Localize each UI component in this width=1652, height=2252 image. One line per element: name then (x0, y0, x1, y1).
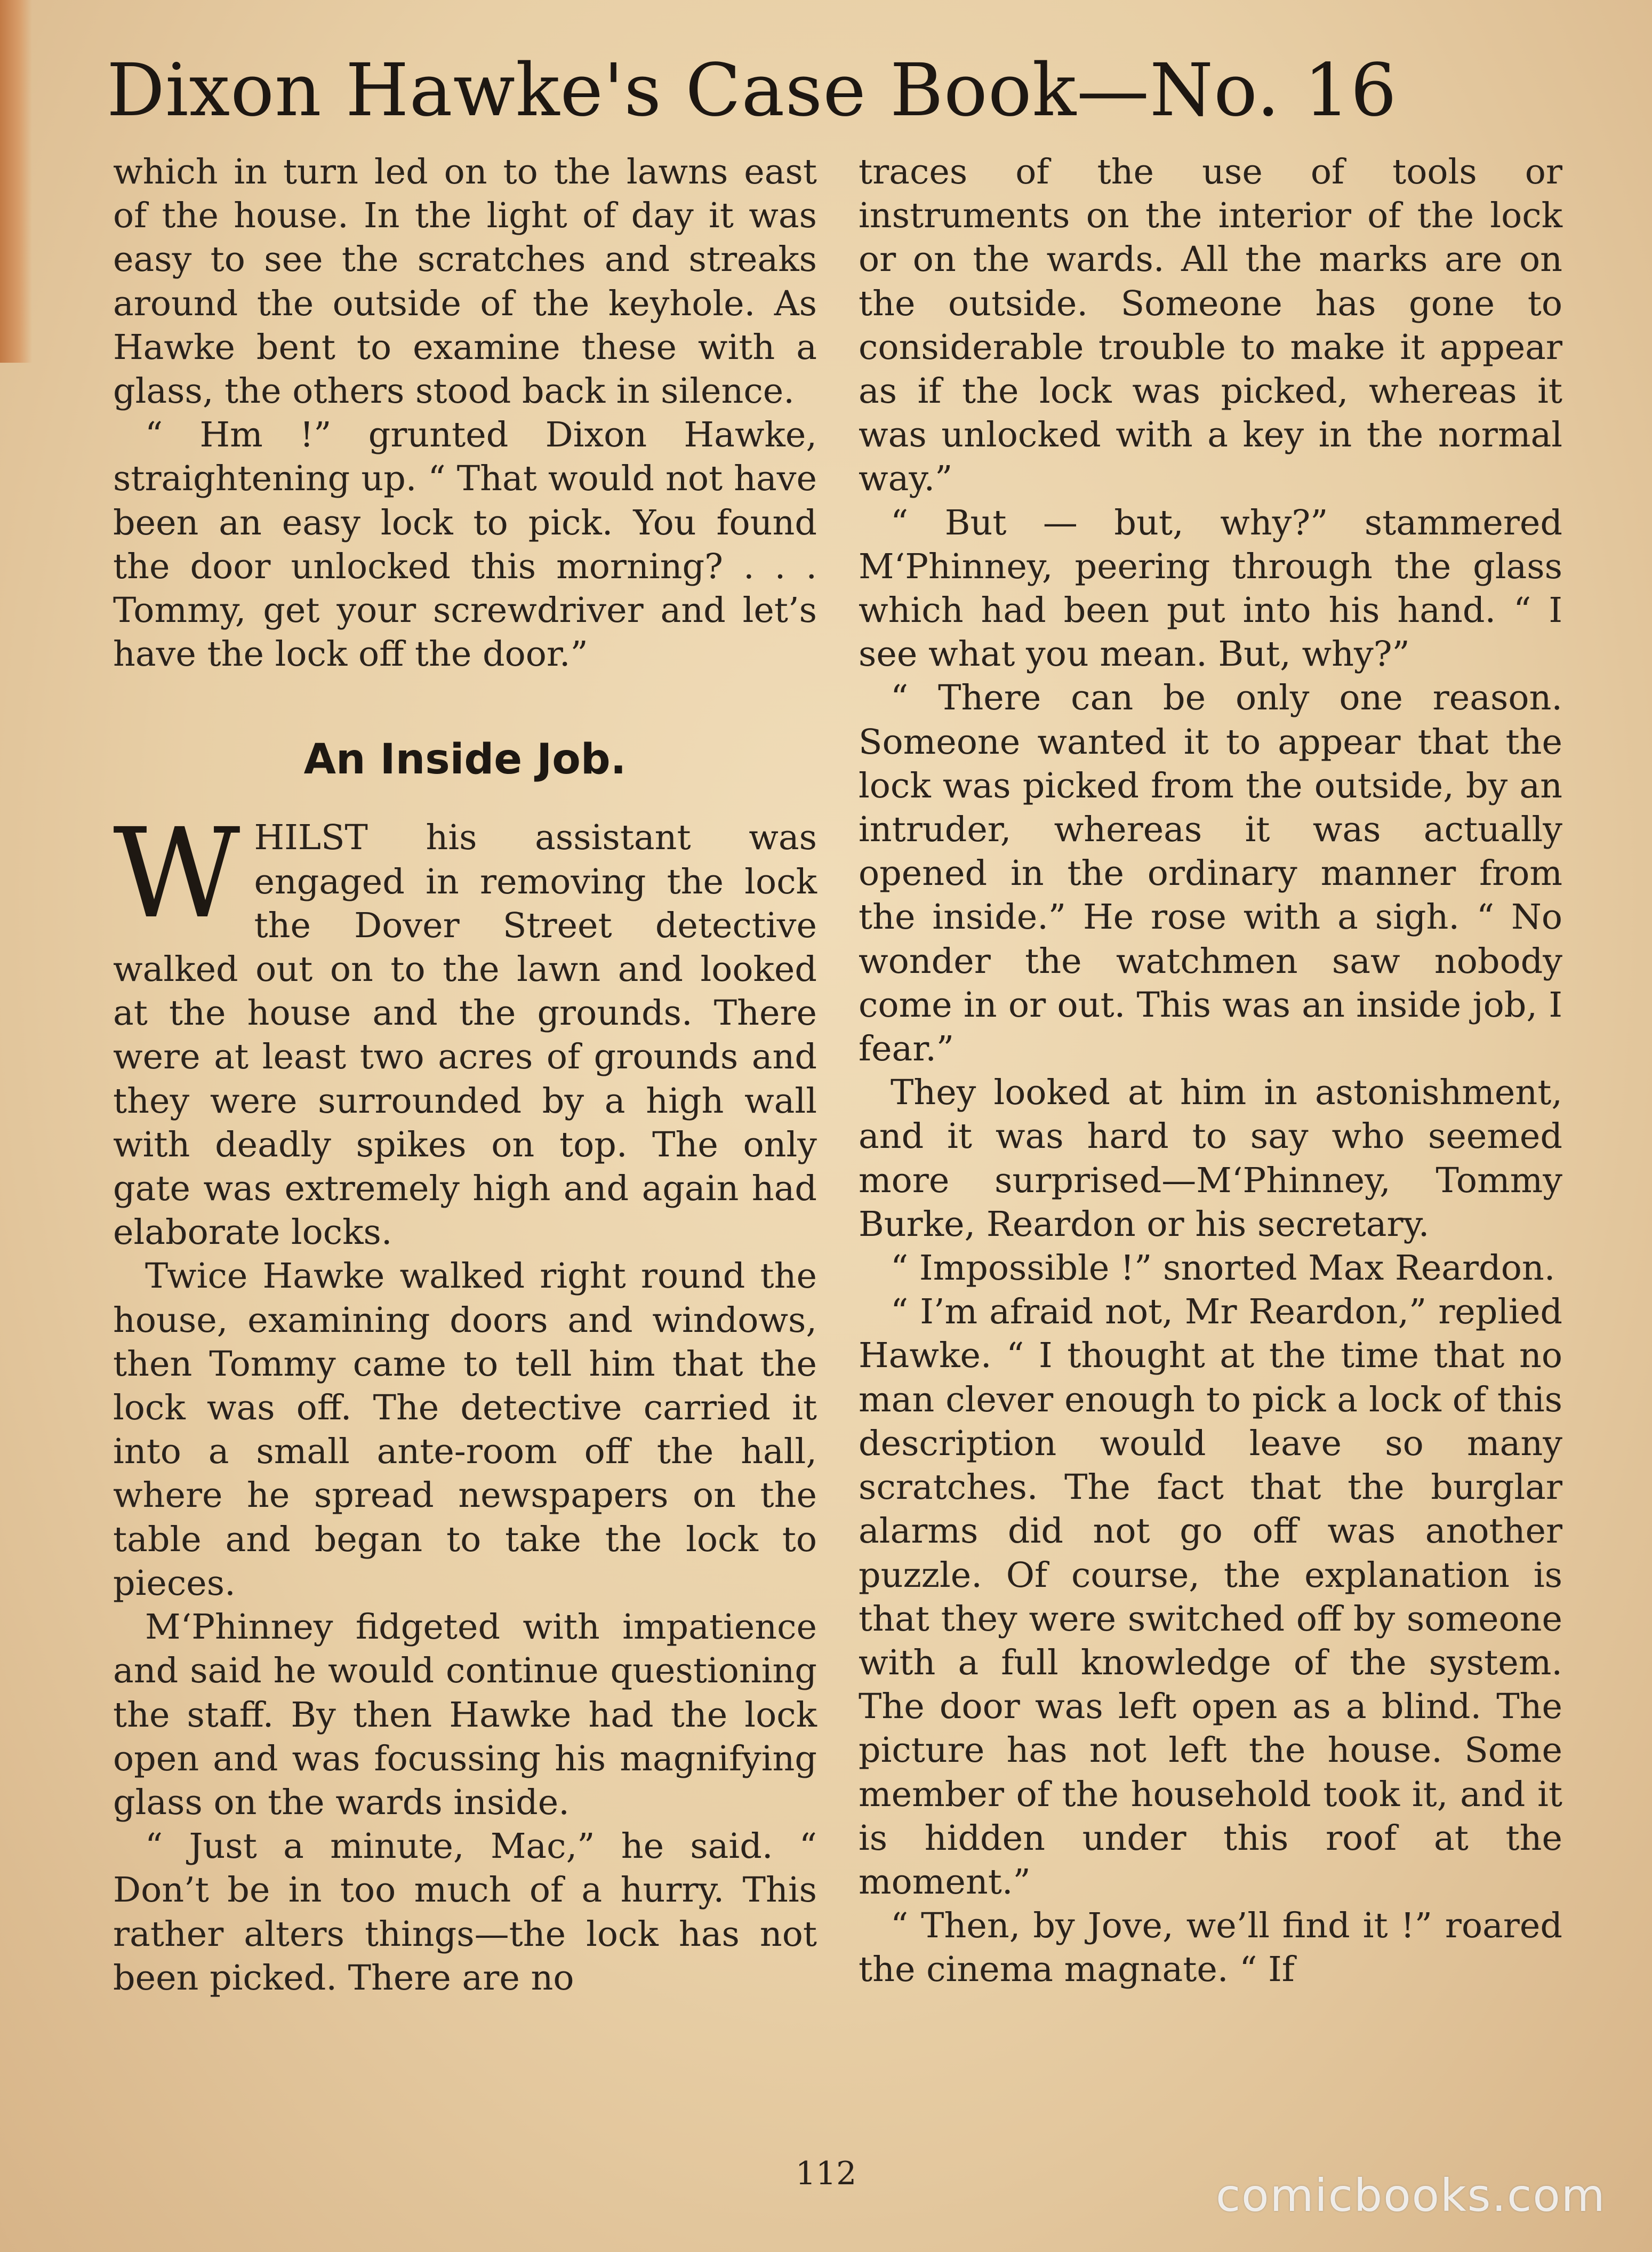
paragraph: “ But — but, why?” stammered M‘Phinney, peering through the glass which had been put into his hand. “ I see what you mean. But, why?” (859, 502, 1562, 675)
paragraph: M‘Phinney fidgeted with impatience and said he would continue questioning the staff. By then Hawke had the lock open and was focussing his magnifying glass on the wards inside. (113, 1607, 817, 1823)
right-column (859, 150, 1562, 1992)
paragraph: They looked at him in astonishment, and it was hard to say who seemed more surprised—M‘Phinney, Tommy Burke, Reardon or his secretary. (859, 1073, 1562, 1244)
left-column (113, 150, 817, 2000)
paragraph: “ There can be only one reason. Someone wanted it to appear that the lock was picked from the outside, by an intruder, whereas it was actually opened in the ordinary manner from the inside.” He rose with a sigh. “ No wonder the watchmen saw nobody come in or out. This was an inside job, I fear.” (859, 678, 1562, 1069)
paragraph-text: HILST his assistant was engaged in removing the lock the Dover Street detective walked out on to the lawn and looked at the house and the grounds. There were at least two acres of grounds and they were surrounded by a high wall with deadly spikes on top. The only gate was extremely high and again had elaborate locks. (113, 818, 817, 1253)
paragraph: which in turn led on to the lawns east of the house. In the light of day it was easy to see the scratches and streaks around the outside of the keyhole. As Hawke bent to examine these with a glass, the others stood back in silence. (113, 152, 817, 412)
paragraph: “ Just a minute, Mac,” he said. “ Don’t be in too much of a hurry. This rather alters things—the lock has not been picked. There are no (113, 1826, 817, 1998)
paragraph: “ Then, by Jove, we’ll find it !” roared the cinema magnate. “ If (859, 1906, 1562, 1990)
paragraph: “ Hm !” grunted Dixon Hawke, straightening up. “ That would not have been an easy lock to pick. You found the door unlocked this morning? . . . Tommy, get your screwdriver and let’s have the lock off the door.” (113, 415, 817, 675)
watermark: comicbooks.com (1216, 2169, 1606, 2222)
page-title: Dixon Hawke's Case Book—No. 16 (107, 49, 1398, 133)
page-number: 112 (795, 2155, 857, 2192)
paragraph: Twice Hawke walked right round the house, examining doors and windows, then Tommy came to tell him that the lock was off. The detective carried it into a small ante-room off the hall, where he spread newspapers on the table and began to take the lock to pieces. (113, 1256, 817, 1603)
drop-cap: W (113, 802, 240, 946)
paragraph-with-dropcap (113, 802, 817, 1255)
section-heading: An Inside Job. (303, 736, 627, 784)
paragraph: “ I’m afraid not, Mr Reardon,” replied Hawke. “ I thought at the time that no man clever enough to pick a lock of this description would leave so many scratches. The fact that the burglar alarms did not go off was another puzzle. Of course, the explanation is that they were switched off by someone with a full knowledge of the system. The door was left open as a blind. The picture has not left the house. Some member of the household took it, and it is hidden under this roof at the moment.” (859, 1292, 1562, 1902)
paragraph: “ Impossible !” snorted Max Reardon. (891, 1248, 1555, 1289)
page-edge-stain (0, 0, 32, 363)
paragraph: traces of the use of tools or instruments on the interior of the lock or on the wards. All the marks are on the outside. Someone has gone to considerable trouble to make it appear as if the lock was picked, whereas it was unlocked with a key in the normal way.” (859, 152, 1562, 499)
